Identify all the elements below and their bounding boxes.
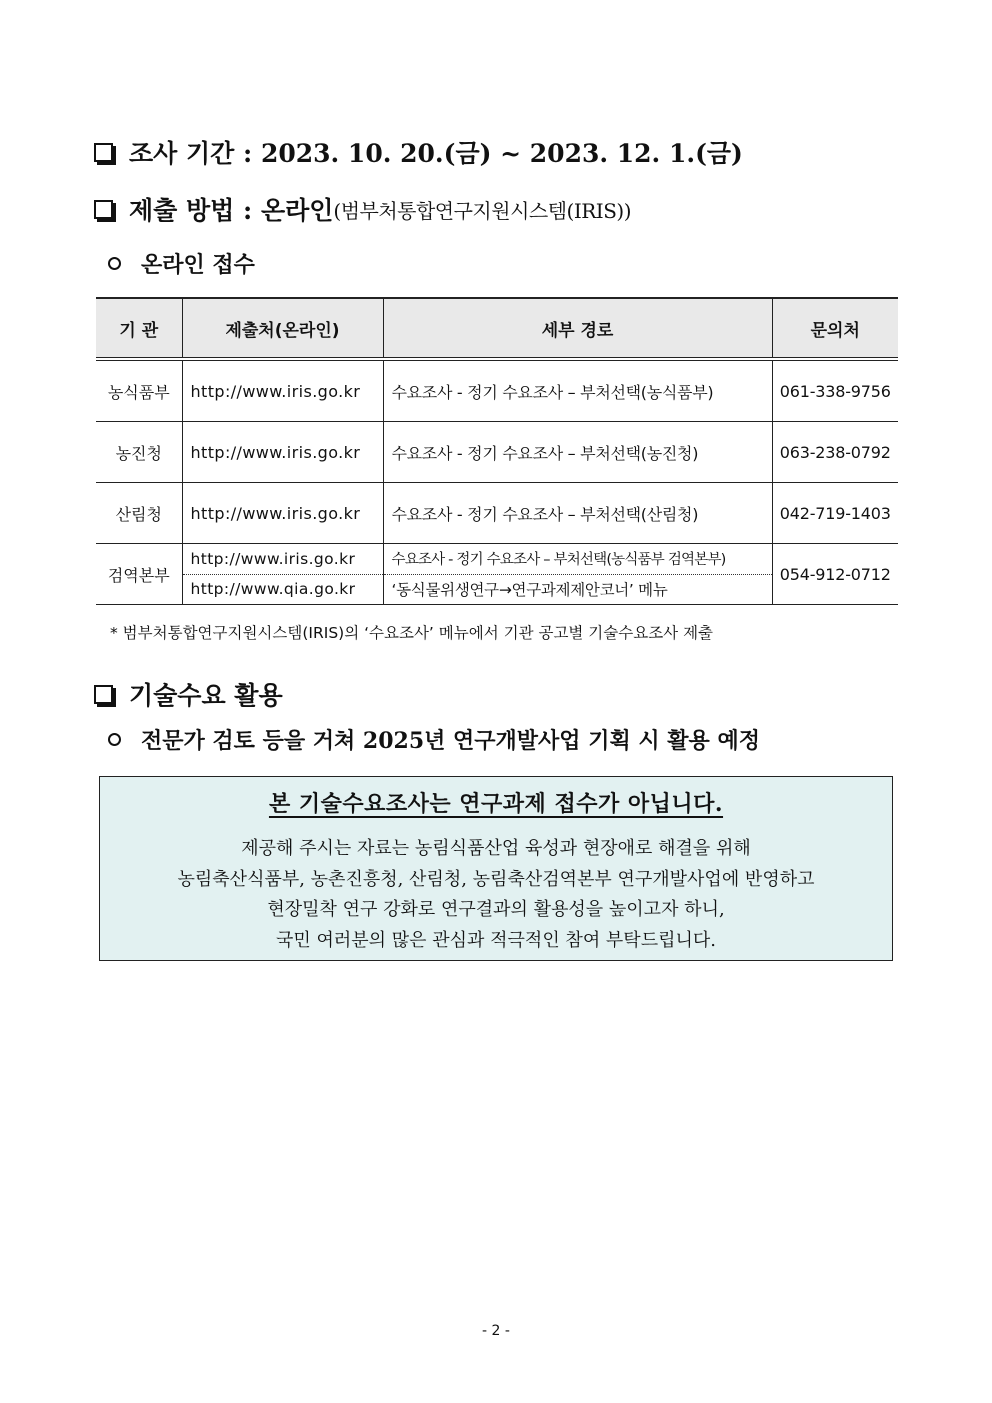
- tech-demand-usage-heading: [94, 676, 283, 712]
- url-link[interactable]: http://www.iris.go.kr: [182, 359, 383, 422]
- checkbox-square-icon: [94, 685, 113, 704]
- table-row: [96, 359, 898, 422]
- path-cell: 수요조사 - 정기 수요조사 – 부처선택(농식품부 검역본부): [383, 544, 772, 575]
- notice-line: 농림축산식품부, 농촌진흥청, 산림청, 농림축산검역본부 연구개발사업에 반영하고: [177, 868, 815, 890]
- url-link[interactable]: http://www.iris.go.kr: [182, 483, 383, 544]
- header-detail-path: 세부 경로: [383, 298, 772, 359]
- url-link[interactable]: http://www.iris.go.kr: [182, 422, 383, 483]
- notice-line: 제공해 주시는 자료는 농림식품산업 육성과 현장애로 해결을 위해: [241, 838, 751, 859]
- path-cell: 수요조사 - 정기 수요조사 – 부처선택(산림청): [383, 483, 772, 544]
- page-number: - 2 -: [482, 1323, 510, 1339]
- online-submission-label: 온라인 접수: [141, 252, 255, 278]
- org-cell: 검역본부: [96, 544, 182, 605]
- contact-cell: 063-238-0792: [772, 422, 898, 483]
- tech-demand-usage-label: 기술수요 활용: [129, 681, 283, 710]
- submission-method-label: 제출 방법 : 온라인: [129, 196, 334, 225]
- checkbox-square-icon: [94, 143, 113, 162]
- submission-method-heading: [94, 191, 631, 227]
- contact-cell: 061-338-9756: [772, 359, 898, 422]
- circle-bullet-icon: [108, 257, 121, 270]
- notice-line: 국민 여러분의 많은 관심과 적극적인 참여 부탁드립니다.: [276, 929, 716, 951]
- table-row: [96, 422, 898, 483]
- table-row: [96, 483, 898, 544]
- header-contact: 문의처: [772, 298, 898, 359]
- online-submission-subheading: [108, 248, 255, 279]
- header-submission-site: 제출처(온라인): [182, 298, 383, 359]
- url-link[interactable]: http://www.qia.go.kr: [182, 574, 383, 605]
- survey-period-heading: [94, 134, 743, 170]
- circle-bullet-icon: [108, 733, 121, 746]
- path-cell: ‘동식물위생연구→연구과제제안코너’ 메뉴: [383, 574, 772, 605]
- survey-period-label: 조사 기간 : 2023. 10. 20.(금) ~ 2023. 12. 1.(금): [129, 139, 743, 168]
- url-link[interactable]: http://www.iris.go.kr: [182, 544, 383, 575]
- org-cell: 농진청: [96, 422, 182, 483]
- notice-box: [99, 776, 893, 961]
- path-cell: 수요조사 - 정기 수요조사 – 부처선택(농진청): [383, 422, 772, 483]
- submission-method-detail: (범부처통합연구지원시스템(IRIS)): [333, 198, 632, 223]
- usage-bullet: [108, 724, 760, 755]
- contact-cell: 042-719-1403: [772, 483, 898, 544]
- footnote: * 범부처통합연구지원시스템(IRIS)의 ‘수요조사’ 메뉴에서 기관 공고별 기술수요조사 제출: [110, 624, 714, 642]
- usage-bullet-label: 전문가 검토 등을 거쳐 2025년 연구개발사업 기획 시 활용 예정: [141, 728, 760, 754]
- submission-routes-table: [96, 297, 898, 605]
- table-row: [96, 544, 898, 575]
- org-cell: 산림청: [96, 483, 182, 544]
- path-cell: 수요조사 - 정기 수요조사 – 부처선택(농식품부): [383, 359, 772, 422]
- table-header-row: [96, 298, 898, 359]
- notice-body: [100, 834, 892, 956]
- org-cell: 농식품부: [96, 359, 182, 422]
- header-org: 기 관: [96, 298, 182, 359]
- notice-line: 현장밀착 연구 강화로 연구결과의 활용성을 높이고자 하니,: [267, 899, 725, 920]
- checkbox-square-icon: [94, 200, 113, 219]
- contact-cell: 054-912-0712: [772, 544, 898, 605]
- notice-title: 본 기술수요조사는 연구과제 접수가 아닙니다.: [268, 791, 724, 817]
